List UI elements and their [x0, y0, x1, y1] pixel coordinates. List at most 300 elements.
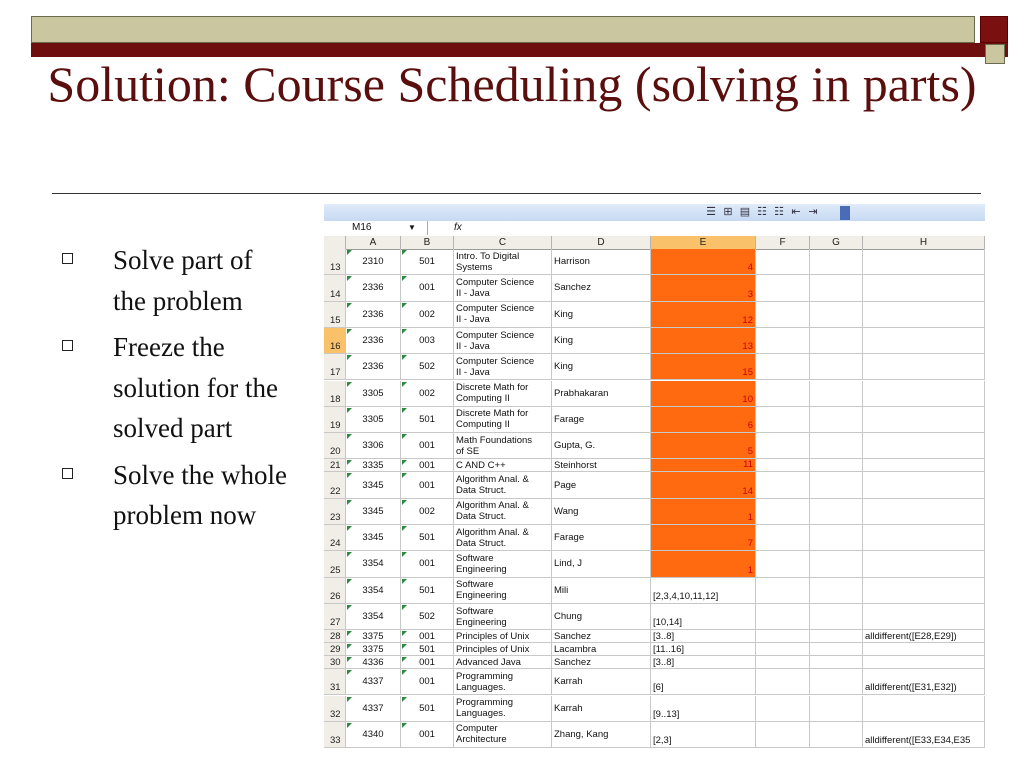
- error-indicator-icon: [347, 605, 352, 610]
- cell-course-number[interactable]: 2310: [346, 249, 401, 274]
- cell-instructor[interactable]: King: [552, 328, 651, 353]
- cell-time-slot[interactable]: 1: [651, 551, 756, 576]
- course-title-line: Principles of Unix: [456, 643, 530, 655]
- cell-empty[interactable]: [756, 551, 810, 576]
- error-indicator-icon: [347, 552, 352, 557]
- course-title-line: Engineering: [456, 590, 507, 602]
- cell-empty[interactable]: [810, 696, 863, 721]
- bullet-square-icon: [62, 468, 73, 479]
- course-title-line: Software: [456, 605, 494, 617]
- cell-constraint[interactable]: [863, 578, 985, 603]
- cell-course-title[interactable]: [454, 499, 552, 524]
- error-indicator-icon: [347, 526, 352, 531]
- cell-section[interactable]: 001: [401, 551, 454, 576]
- error-indicator-icon: [347, 644, 352, 649]
- error-indicator-icon: [402, 276, 407, 281]
- cell-time-slot[interactable]: [3..8]: [651, 630, 756, 642]
- cell-empty[interactable]: [810, 354, 863, 379]
- cell-course-number[interactable]: 3354: [346, 604, 401, 629]
- course-title-line: Algorithm Anal. &: [456, 500, 529, 512]
- cell-instructor[interactable]: Karrah: [552, 696, 651, 721]
- title-divider: [52, 193, 981, 194]
- error-indicator-icon: [347, 355, 352, 360]
- cell-section[interactable]: 001: [401, 722, 454, 747]
- cell-constraint[interactable]: [863, 328, 985, 353]
- bullet-item: [62, 455, 287, 536]
- course-title-line: C AND C++: [456, 459, 506, 471]
- table-row: [324, 459, 985, 472]
- cell-empty[interactable]: [810, 407, 863, 432]
- error-indicator-icon: [402, 303, 407, 308]
- table-row: [324, 669, 985, 695]
- cell-time-slot[interactable]: 13: [651, 328, 756, 353]
- error-indicator-icon: [402, 605, 407, 610]
- column-header-c[interactable]: C: [454, 236, 552, 249]
- cell-instructor[interactable]: Lacambra: [552, 643, 651, 655]
- row-header[interactable]: 23: [324, 499, 346, 524]
- title-bar-stripe: [31, 43, 1008, 57]
- cell-constraint[interactable]: [863, 472, 985, 497]
- cell-instructor[interactable]: Steinhorst: [552, 459, 651, 471]
- course-title-line: Algorithm Anal. &: [456, 474, 529, 486]
- error-indicator-icon: [347, 631, 352, 636]
- cell-empty[interactable]: [756, 643, 810, 655]
- course-title-line: Languages.: [456, 708, 506, 720]
- cell-section[interactable]: 001: [401, 656, 454, 668]
- cell-time-slot[interactable]: [9..13]: [651, 696, 756, 721]
- cell-time-slot[interactable]: 14: [651, 472, 756, 497]
- cell-course-title[interactable]: [454, 433, 552, 458]
- row-header[interactable]: 30: [324, 656, 346, 668]
- cell-course-number[interactable]: 3354: [346, 578, 401, 603]
- error-indicator-icon: [402, 355, 407, 360]
- cell-instructor[interactable]: Prabhakaran: [552, 381, 651, 406]
- row-header[interactable]: 14: [324, 275, 346, 300]
- cell-instructor[interactable]: Lind, J: [552, 551, 651, 576]
- cell-section[interactable]: 501: [401, 249, 454, 274]
- cell-instructor[interactable]: Page: [552, 472, 651, 497]
- cell-course-number[interactable]: 3354: [346, 551, 401, 576]
- increase-indent-icon[interactable]: ⇥: [808, 206, 818, 218]
- cell-constraint[interactable]: [863, 656, 985, 668]
- table-row: [324, 722, 985, 748]
- course-title-line: II - Java: [456, 340, 490, 352]
- cell-course-number[interactable]: 2336: [346, 302, 401, 327]
- cell-time-slot[interactable]: 7: [651, 525, 756, 550]
- cell-empty[interactable]: [810, 433, 863, 458]
- course-title-line: Intro. To Digital: [456, 250, 520, 262]
- column-header-b[interactable]: B: [401, 236, 454, 249]
- column-header-row: [324, 236, 985, 250]
- error-indicator-icon: [347, 303, 352, 308]
- row-header[interactable]: 13: [324, 249, 346, 274]
- table-row: [324, 604, 985, 630]
- cell-section[interactable]: 502: [401, 354, 454, 379]
- cell-instructor[interactable]: Chung: [552, 604, 651, 629]
- cell-instructor[interactable]: Sanchez: [552, 630, 651, 642]
- table-row: [324, 407, 985, 433]
- cell-empty[interactable]: [810, 669, 863, 694]
- cell-section[interactable]: 501: [401, 407, 454, 432]
- cell-section[interactable]: 002: [401, 381, 454, 406]
- cell-section[interactable]: 501: [401, 643, 454, 655]
- course-title-line: Computing II: [456, 419, 510, 431]
- course-title-line: Math Foundations: [456, 434, 533, 446]
- cell-empty[interactable]: [810, 643, 863, 655]
- cell-empty[interactable]: [810, 472, 863, 497]
- cell-section[interactable]: 001: [401, 472, 454, 497]
- cell-course-title[interactable]: [454, 656, 552, 668]
- cell-section[interactable]: 002: [401, 499, 454, 524]
- cell-time-slot[interactable]: 15: [651, 354, 756, 379]
- course-title-line: Software: [456, 579, 494, 591]
- row-header[interactable]: 18: [324, 381, 346, 406]
- spreadsheet-toolbar: [324, 204, 985, 222]
- cell-empty[interactable]: [756, 525, 810, 550]
- cell-course-title[interactable]: [454, 249, 552, 274]
- cell-section[interactable]: 502: [401, 604, 454, 629]
- cell-empty[interactable]: [810, 551, 863, 576]
- cell-time-slot[interactable]: [2,3]: [651, 722, 756, 747]
- row-header[interactable]: 25: [324, 551, 346, 576]
- cell-section[interactable]: 003: [401, 328, 454, 353]
- cell-empty[interactable]: [810, 249, 863, 274]
- row-header[interactable]: 19: [324, 407, 346, 432]
- cell-empty[interactable]: [756, 722, 810, 747]
- course-title-line: Systems: [456, 261, 493, 273]
- error-indicator-icon: [347, 382, 352, 387]
- cell-course-title[interactable]: [454, 381, 552, 406]
- merge-icon[interactable]: ⊞: [723, 206, 733, 218]
- cell-empty[interactable]: [810, 578, 863, 603]
- cell-empty[interactable]: [810, 459, 863, 471]
- select-all-corner[interactable]: [324, 236, 346, 249]
- cell-course-title[interactable]: [454, 630, 552, 642]
- table-row: [324, 643, 985, 656]
- cell-empty[interactable]: [756, 354, 810, 379]
- justify-icon[interactable]: ☰: [706, 206, 716, 218]
- cell-course-number[interactable]: 4337: [346, 696, 401, 721]
- row-header[interactable]: 24: [324, 525, 346, 550]
- cell-constraint[interactable]: [863, 525, 985, 550]
- cell-course-number[interactable]: 3306: [346, 433, 401, 458]
- decrease-indent-icon[interactable]: ⇤: [791, 206, 801, 218]
- cell-time-slot[interactable]: 3: [651, 275, 756, 300]
- cell-time-slot[interactable]: 6: [651, 407, 756, 432]
- table-row: [324, 696, 985, 722]
- cell-constraint[interactable]: [863, 381, 985, 406]
- error-indicator-icon: [402, 631, 407, 636]
- cell-empty[interactable]: [756, 604, 810, 629]
- cell-time-slot[interactable]: [2,3,4,10,11,12]: [651, 578, 756, 603]
- error-indicator-icon: [347, 670, 352, 675]
- cell-instructor[interactable]: Zhang, Kang: [552, 722, 651, 747]
- cell-empty[interactable]: [756, 433, 810, 458]
- row-header[interactable]: 26: [324, 578, 346, 603]
- row-header[interactable]: 21: [324, 459, 346, 471]
- cell-course-title[interactable]: [454, 354, 552, 379]
- row-header[interactable]: 33: [324, 722, 346, 747]
- cell-course-number[interactable]: 3375: [346, 643, 401, 655]
- course-title-line: Data Struct.: [456, 485, 507, 497]
- fx-icon[interactable]: fx: [454, 222, 462, 233]
- cell-constraint[interactable]: alldifferent([E33,E34,E35: [863, 722, 985, 747]
- cell-constraint[interactable]: [863, 407, 985, 432]
- cell-course-title[interactable]: [454, 696, 552, 721]
- error-indicator-icon: [402, 408, 407, 413]
- spreadsheet-screenshot: [324, 204, 985, 752]
- cell-course-number[interactable]: 2336: [346, 328, 401, 353]
- cell-empty[interactable]: [810, 275, 863, 300]
- column-header-f[interactable]: F: [756, 236, 810, 249]
- table-row: [324, 578, 985, 604]
- cell-empty[interactable]: [756, 472, 810, 497]
- cell-course-title[interactable]: [454, 302, 552, 327]
- table-row: [324, 302, 985, 328]
- column-header-a[interactable]: A: [346, 236, 401, 249]
- cell-course-title[interactable]: [454, 472, 552, 497]
- cell-course-title[interactable]: [454, 525, 552, 550]
- cell-empty[interactable]: [756, 669, 810, 694]
- course-title-line: II - Java: [456, 366, 490, 378]
- corner-square-decoration: [980, 16, 1008, 43]
- cell-course-title[interactable]: [454, 328, 552, 353]
- cell-empty[interactable]: [810, 302, 863, 327]
- row-header[interactable]: 22: [324, 472, 346, 497]
- cell-section[interactable]: 001: [401, 275, 454, 300]
- bullet-square-icon: [62, 253, 73, 264]
- row-header[interactable]: 29: [324, 643, 346, 655]
- cell-section[interactable]: 501: [401, 578, 454, 603]
- cell-course-number[interactable]: 3305: [346, 407, 401, 432]
- cell-time-slot[interactable]: [10,14]: [651, 604, 756, 629]
- cell-time-slot[interactable]: 10: [651, 381, 756, 406]
- table-row: [324, 433, 985, 459]
- cell-empty[interactable]: [756, 578, 810, 603]
- cell-constraint[interactable]: [863, 696, 985, 721]
- course-title-line: Engineering: [456, 563, 507, 575]
- cell-empty[interactable]: [756, 249, 810, 274]
- course-title-line: Algorithm Anal. &: [456, 526, 529, 538]
- cell-course-title[interactable]: [454, 669, 552, 694]
- row-header[interactable]: 16: [324, 328, 346, 353]
- cell-course-title[interactable]: [454, 275, 552, 300]
- cell-course-title[interactable]: [454, 578, 552, 603]
- column-header-g[interactable]: G: [810, 236, 863, 249]
- cell-section[interactable]: 001: [401, 630, 454, 642]
- cell-course-number[interactable]: 4336: [346, 656, 401, 668]
- course-title-line: Computer Science: [456, 276, 535, 288]
- cell-empty[interactable]: [756, 499, 810, 524]
- wrap-icon[interactable]: ▤: [739, 206, 751, 218]
- cell-empty[interactable]: [810, 499, 863, 524]
- course-title-line: Principles of Unix: [456, 630, 530, 642]
- cell-course-number[interactable]: 3375: [346, 630, 401, 642]
- cell-course-title[interactable]: [454, 722, 552, 747]
- course-title-line: Computing II: [456, 393, 510, 405]
- cell-time-slot[interactable]: 12: [651, 302, 756, 327]
- cell-constraint[interactable]: [863, 249, 985, 274]
- row-header[interactable]: 27: [324, 604, 346, 629]
- cell-course-title[interactable]: [454, 643, 552, 655]
- bullet-list: [62, 240, 287, 542]
- formula-bar: [324, 221, 985, 237]
- cell-empty[interactable]: [810, 630, 863, 642]
- cell-constraint[interactable]: [863, 354, 985, 379]
- cell-empty[interactable]: [810, 656, 863, 668]
- table-row: [324, 551, 985, 577]
- row-header[interactable]: 15: [324, 302, 346, 327]
- error-indicator-icon: [347, 329, 352, 334]
- cell-constraint[interactable]: [863, 499, 985, 524]
- course-title-line: Advanced Java: [456, 656, 521, 668]
- cell-time-slot[interactable]: [11..16]: [651, 643, 756, 655]
- cell-constraint[interactable]: alldifferent([E31,E32]): [863, 669, 985, 694]
- column-header-h[interactable]: H: [863, 236, 985, 249]
- cell-instructor[interactable]: Farage: [552, 525, 651, 550]
- column-header-e[interactable]: E: [651, 236, 756, 249]
- cell-empty[interactable]: [810, 722, 863, 747]
- toolbar-options-button[interactable]: [840, 206, 850, 220]
- cell-course-title[interactable]: [454, 551, 552, 576]
- course-title-line: of SE: [456, 445, 480, 457]
- error-indicator-icon: [402, 697, 407, 702]
- error-indicator-icon: [347, 697, 352, 702]
- table-row: [324, 499, 985, 525]
- column-header-d[interactable]: D: [552, 236, 651, 249]
- cell-constraint[interactable]: [863, 275, 985, 300]
- bullet-square-icon: [62, 340, 73, 351]
- cell-empty[interactable]: [756, 302, 810, 327]
- slide-title: Solution: Course Scheduling (solving in parts): [47, 56, 977, 112]
- cell-constraint[interactable]: [863, 433, 985, 458]
- cell-instructor[interactable]: Mili: [552, 578, 651, 603]
- course-title-line: Engineering: [456, 616, 507, 628]
- bullet-text: Solve the whole problem now: [113, 459, 287, 530]
- row-header[interactable]: 32: [324, 696, 346, 721]
- cell-section[interactable]: 002: [401, 302, 454, 327]
- cell-time-slot[interactable]: 4: [651, 249, 756, 274]
- cell-course-number[interactable]: 4340: [346, 722, 401, 747]
- cell-section[interactable]: 001: [401, 459, 454, 471]
- cell-section[interactable]: 501: [401, 525, 454, 550]
- cell-empty[interactable]: [756, 381, 810, 406]
- cell-constraint[interactable]: [863, 604, 985, 629]
- cell-empty[interactable]: [810, 525, 863, 550]
- cell-instructor[interactable]: Gupta, G.: [552, 433, 651, 458]
- cell-instructor[interactable]: King: [552, 302, 651, 327]
- cell-empty[interactable]: [756, 459, 810, 471]
- cell-constraint[interactable]: [863, 459, 985, 471]
- numbered-list-icon[interactable]: ☷: [757, 206, 767, 218]
- error-indicator-icon: [402, 526, 407, 531]
- cell-constraint[interactable]: [863, 551, 985, 576]
- error-indicator-icon: [402, 250, 407, 255]
- cell-course-number[interactable]: 4337: [346, 669, 401, 694]
- cell-empty[interactable]: [810, 381, 863, 406]
- cell-constraint[interactable]: [863, 302, 985, 327]
- table-row: [324, 472, 985, 498]
- cell-constraint[interactable]: [863, 643, 985, 655]
- cell-instructor[interactable]: Wang: [552, 499, 651, 524]
- cell-constraint[interactable]: alldifferent([E28,E29]): [863, 630, 985, 642]
- row-header[interactable]: 20: [324, 433, 346, 458]
- cell-course-number[interactable]: 3335: [346, 459, 401, 471]
- course-title-line: Languages.: [456, 681, 506, 693]
- course-title-line: Data Struct.: [456, 537, 507, 549]
- cell-time-slot[interactable]: [3..8]: [651, 656, 756, 668]
- cell-instructor[interactable]: King: [552, 354, 651, 379]
- cell-time-slot[interactable]: 11: [651, 459, 756, 471]
- cell-empty[interactable]: [810, 328, 863, 353]
- course-title-line: Software: [456, 552, 494, 564]
- error-indicator-icon: [402, 552, 407, 557]
- course-title-line: Programming: [456, 697, 514, 709]
- cell-course-number[interactable]: 3345: [346, 525, 401, 550]
- cell-instructor[interactable]: Sanchez: [552, 275, 651, 300]
- cell-course-number[interactable]: 3305: [346, 381, 401, 406]
- cell-empty[interactable]: [756, 630, 810, 642]
- cell-course-title[interactable]: [454, 407, 552, 432]
- cell-instructor[interactable]: Sanchez: [552, 656, 651, 668]
- cell-empty[interactable]: [756, 407, 810, 432]
- course-title-line: Discrete Math for: [456, 382, 529, 394]
- error-indicator-icon: [347, 723, 352, 728]
- chevron-down-icon[interactable]: ▼: [408, 223, 416, 232]
- error-indicator-icon: [402, 500, 407, 505]
- name-box[interactable]: M16: [324, 221, 428, 235]
- cell-instructor[interactable]: Karrah: [552, 669, 651, 694]
- cell-section[interactable]: 001: [401, 669, 454, 694]
- cell-course-number[interactable]: 3345: [346, 499, 401, 524]
- course-title-line: Data Struct.: [456, 511, 507, 523]
- cell-course-number[interactable]: 2336: [346, 275, 401, 300]
- course-title-line: II - Java: [456, 287, 490, 299]
- bullet-text: Solve part of the problem: [113, 245, 253, 316]
- cell-empty[interactable]: [756, 328, 810, 353]
- bullet-list-icon[interactable]: ☷: [774, 206, 784, 218]
- cell-time-slot[interactable]: 5: [651, 433, 756, 458]
- cell-instructor[interactable]: Farage: [552, 407, 651, 432]
- cell-course-title[interactable]: [454, 459, 552, 471]
- error-indicator-icon: [347, 434, 352, 439]
- cell-time-slot[interactable]: [6]: [651, 669, 756, 694]
- error-indicator-icon: [402, 670, 407, 675]
- table-row: [324, 328, 985, 354]
- cell-time-slot[interactable]: 1: [651, 499, 756, 524]
- row-header[interactable]: 31: [324, 669, 346, 694]
- error-indicator-icon: [402, 329, 407, 334]
- cell-course-title[interactable]: [454, 604, 552, 629]
- cell-section[interactable]: 001: [401, 433, 454, 458]
- cell-empty[interactable]: [810, 604, 863, 629]
- bullet-item: [62, 327, 287, 449]
- row-header[interactable]: 28: [324, 630, 346, 642]
- error-indicator-icon: [347, 657, 352, 662]
- cell-course-number[interactable]: 3345: [346, 472, 401, 497]
- error-indicator-icon: [347, 250, 352, 255]
- cell-section[interactable]: 501: [401, 696, 454, 721]
- error-indicator-icon: [402, 434, 407, 439]
- row-header[interactable]: 17: [324, 354, 346, 379]
- error-indicator-icon: [402, 473, 407, 478]
- cell-empty[interactable]: [756, 696, 810, 721]
- cell-empty[interactable]: [756, 275, 810, 300]
- cell-course-number[interactable]: 2336: [346, 354, 401, 379]
- table-row: [324, 354, 985, 380]
- cell-instructor[interactable]: Harrison: [552, 249, 651, 274]
- cell-empty[interactable]: [756, 656, 810, 668]
